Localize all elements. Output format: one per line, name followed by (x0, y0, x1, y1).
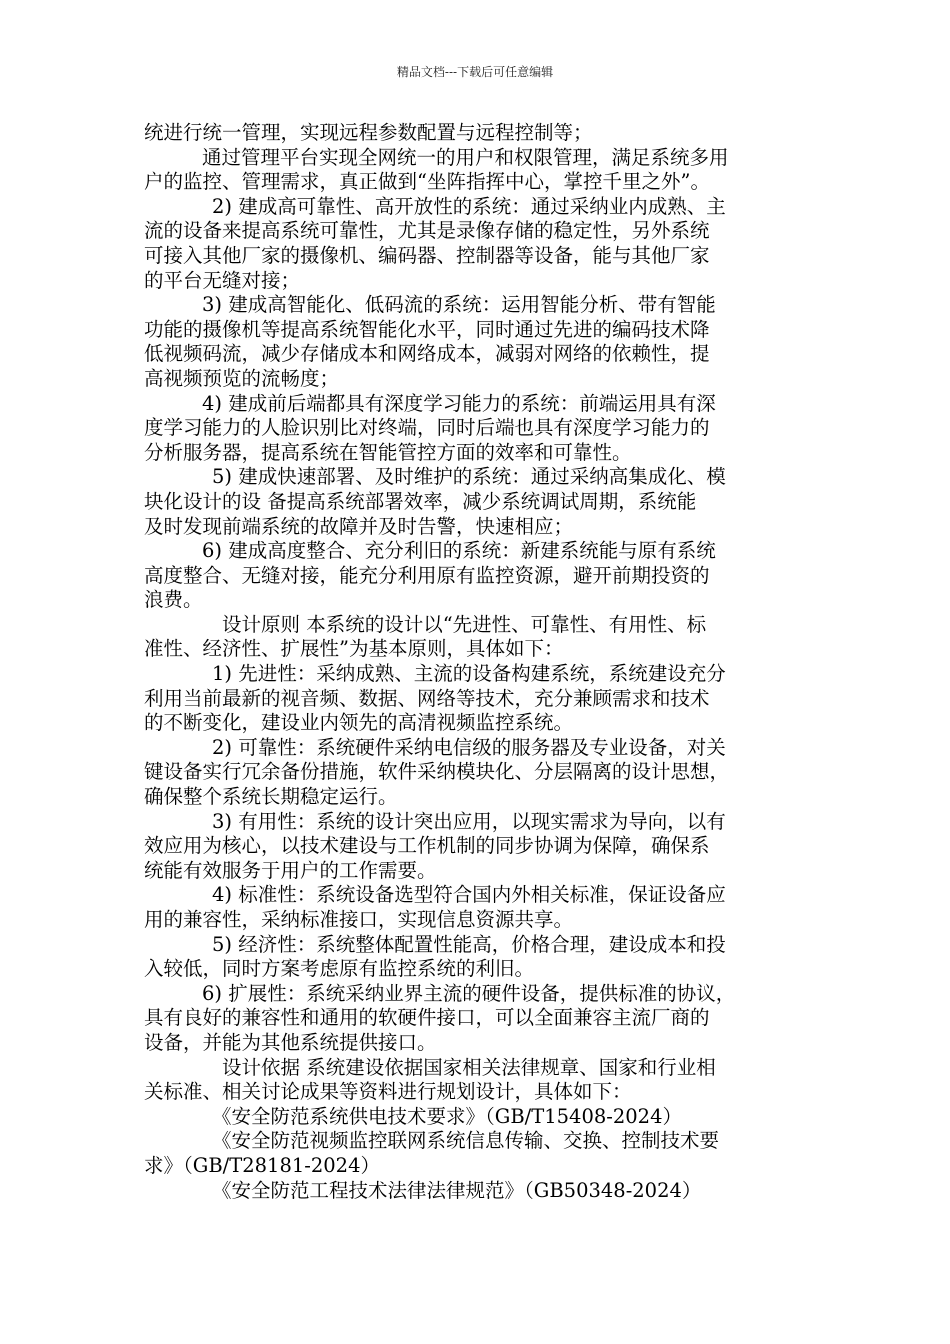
text-line: 5) 经济性：系统整体配置性能高，价格合理，建设成本和投 (212, 932, 726, 956)
text-line: 准性、经济性、扩展性”为基本原则，具体如下： (144, 637, 564, 661)
paragraph (144, 662, 808, 736)
text-line: 确保整个系统长期稳定运行。 (144, 785, 398, 809)
text-line: 6) 扩展性：系统采纳业界主流的硬件设备，提供标准的协议， (202, 981, 736, 1005)
paragraph (144, 195, 808, 293)
text-line: 浪费。 (144, 588, 203, 612)
text-line: 5) 建成快速部署、及时维护的系统：通过采纳高集成化、模 (212, 465, 726, 489)
text-line: 统进行统一管理，实现远程参数配置与远程控制等； (144, 121, 593, 144)
text-line: 4) 标准性：系统设备选型符合国内外相关标准，保证设备应 (212, 883, 726, 907)
paragraph (144, 465, 808, 539)
paragraph (144, 1179, 808, 1204)
text-line: 设计原则 本系统的设计以“先进性、可靠性、有用性、标 (222, 612, 707, 636)
text-line: 度学习能力的人脸识别比对终端，同时后端也具有深度学习能力的 (144, 416, 710, 440)
text-line: 具有良好的兼容性和通用的软硬件接口，可以全面兼容主流厂商的 (144, 1006, 710, 1030)
paragraph (144, 883, 808, 932)
text-line: 1) 先进性：采纳成熟、主流的设备构建系统，系统建设充分 (212, 662, 726, 686)
text-line: 通过管理平台实现全网统一的用户和权限管理，满足系统多用 (202, 145, 729, 169)
paragraph (144, 1105, 808, 1130)
text-line: 统能有效服务于用户的工作需要。 (144, 858, 437, 882)
paragraph (144, 1056, 808, 1105)
text-line: 键设备实行冗余备份措施，软件采纳模块化、分层隔离的设计思想， (144, 760, 730, 784)
text-line: 的不断变化，建设业内领先的高清视频监控系统。 (144, 711, 574, 735)
text-line: 3) 建成高智能化、低码流的系统：运用智能分析、带有智能 (202, 293, 716, 317)
paragraph (144, 539, 808, 613)
paragraph (144, 1129, 808, 1178)
text-line: 功能的摄像机等提高系统智能化水平，同时通过先进的编码技术降 (144, 317, 710, 341)
text-line: 设备，并能为其他系统提供接口。 (144, 1030, 437, 1054)
paragraph (144, 392, 808, 466)
text-line: 《安全防范工程技术法律法律规范》（GB50348-2024） (212, 1178, 702, 1202)
text-line: 户的监控、管理需求，真正做到“坐阵指挥中心，掌控千里之外”。 (144, 170, 710, 194)
text-line: 6) 建成高度整合、充分利旧的系统：新建系统能与原有系统 (202, 539, 716, 563)
paragraph (144, 982, 808, 1056)
text-line: 入较低，同时方案考虑原有监控系统的利旧。 (144, 957, 535, 981)
document-body (144, 121, 808, 1203)
text-line: 块化设计的设 备提高系统部署效率，减少系统调试周期，系统能 (144, 489, 697, 513)
text-line: 3) 有用性：系统的设计突出应用，以现实需求为导向，以有 (212, 809, 726, 833)
text-line: 2) 建成高可靠性、高开放性的系统：通过采纳业内成熟、主 (212, 194, 726, 218)
text-line: 高度整合、无缝对接，能充分利用原有监控资源，避开前期投资的 (144, 563, 710, 587)
text-line: 分析服务器，提高系统在智能管控方面的效率和可靠性。 (144, 440, 632, 464)
text-line: 设计依据 系统建设依据国家相关法律规章、国家和行业相 (222, 1055, 716, 1079)
text-line: 高视频预览的流畅度； (144, 366, 340, 390)
text-line: 流的设备来提高系统可靠性，尤其是录像存储的稳定性，另外系统 (144, 219, 710, 243)
text-line: 《安全防范视频监控联网系统信息传输、交换、控制技术要 (212, 1129, 720, 1153)
text-line: 低视频码流，减少存储成本和网络成本，减弱对网络的依赖性，提 (144, 342, 710, 366)
text-line: 及时发现前端系统的故障并及时告警，快速相应； (144, 514, 574, 538)
paragraph (144, 121, 808, 146)
paragraph (144, 810, 808, 884)
text-line: 4) 建成前后端都具有深度学习能力的系统：前端运用具有深 (202, 391, 716, 415)
text-line: 2) 可靠性：系统硬件采纳电信级的服务器及专业设备，对关 (212, 735, 726, 759)
paragraph (144, 613, 808, 662)
paragraph (144, 933, 808, 982)
text-line: 利用当前最新的视音频、数据、网络等技术，充分兼顾需求和技术 (144, 686, 710, 710)
text-line: 求》（GB/T28181-2024） (144, 1153, 380, 1177)
text-line: 效应用为核心，以技术建设与工作机制的同步协调为保障，确保系 (144, 834, 710, 858)
text-line: 可接入其他厂家的摄像机、编码器、控制器等设备，能与其他厂家 (144, 243, 710, 267)
text-line: 《安全防范系统供电技术要求》（GB/T15408-2024） (212, 1104, 682, 1128)
text-line: 关标准、相关讨论成果等资料进行规划设计，具体如下： (144, 1080, 632, 1104)
paragraph (144, 736, 808, 810)
text-line: 的平台无缝对接； (144, 268, 301, 292)
text-line: 用的兼容性，采纳标准接口，实现信息资源共享。 (144, 908, 574, 931)
paragraph (144, 146, 808, 195)
page-header: 精品文档---下载后可任意编辑 (396, 65, 554, 79)
paragraph (144, 293, 808, 391)
